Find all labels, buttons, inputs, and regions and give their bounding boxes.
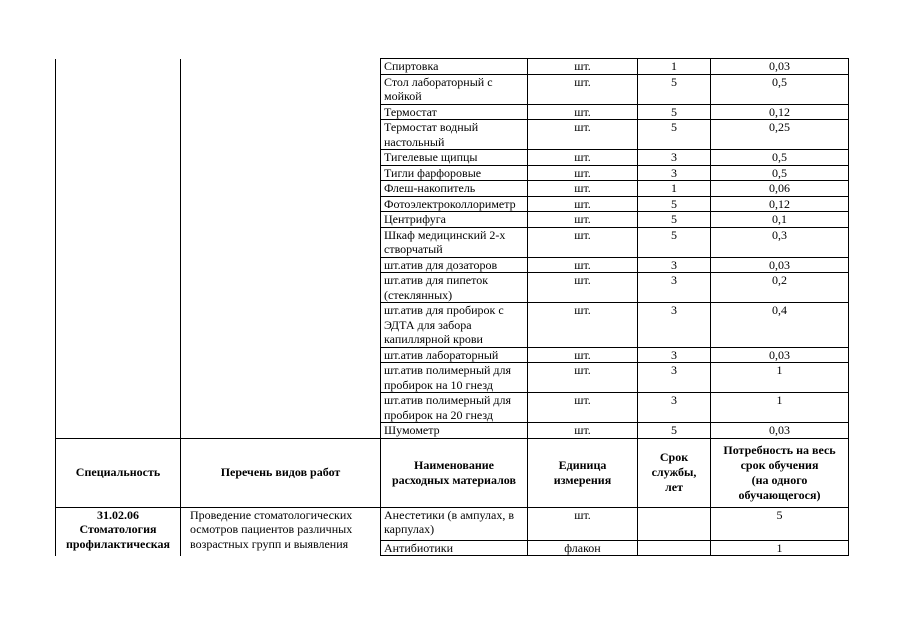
- work-types-cell-continued: [181, 59, 381, 439]
- header-row: [56, 438, 849, 507]
- unit-cell: шт.: [528, 74, 638, 104]
- material-name-cell: Шкаф медицинский 2-х створчатый: [381, 227, 528, 257]
- material-name-cell: шт.атив для дозаторов: [381, 257, 528, 273]
- material-name-cell: Термостат: [381, 104, 528, 120]
- service-life-cell: 5: [638, 120, 711, 150]
- material-name-cell: Тигли фарфоровые: [381, 165, 528, 181]
- requirement-cell: 1: [711, 540, 849, 556]
- requirement-cell: 0,03: [711, 59, 849, 75]
- table-row: [56, 59, 849, 75]
- service-life-cell: 1: [638, 181, 711, 197]
- consumables-table: [55, 58, 849, 556]
- service-life-cell: 3: [638, 347, 711, 363]
- unit-cell: шт.: [528, 393, 638, 423]
- requirement-cell: 0,03: [711, 423, 849, 439]
- unit-cell: шт.: [528, 347, 638, 363]
- material-name-cell: шт.атив лабораторный: [381, 347, 528, 363]
- requirement-cell: 0,2: [711, 273, 849, 303]
- unit-cell: шт.: [528, 273, 638, 303]
- unit-cell: шт.: [528, 120, 638, 150]
- requirement-cell: 0,5: [711, 74, 849, 104]
- material-name-cell: шт.атив для пипеток (стеклянных): [381, 273, 528, 303]
- header-work-types: Перечень видов работ: [181, 438, 381, 507]
- specialty-cell: [56, 507, 181, 556]
- requirement-cell: 0,25: [711, 120, 849, 150]
- material-name-cell: Тигелевые щипцы: [381, 150, 528, 166]
- requirement-cell: 0,03: [711, 347, 849, 363]
- specialty-name: Стоматология профилактическая: [65, 522, 171, 551]
- material-name-cell: Фотоэлектроколлориметр: [381, 196, 528, 212]
- header-specialty: Специальность: [56, 438, 181, 507]
- unit-cell: шт.: [528, 227, 638, 257]
- service-life-cell: 5: [638, 196, 711, 212]
- unit-cell: шт.: [528, 165, 638, 181]
- requirement-cell: 0,12: [711, 104, 849, 120]
- requirement-cell: 1: [711, 363, 849, 393]
- requirement-cell: 0,5: [711, 165, 849, 181]
- material-name-cell: шт.атив полимерный для пробирок на 20 гнезд: [381, 393, 528, 423]
- material-name-cell: Стол лабораторный с мойкой: [381, 74, 528, 104]
- material-name-cell: Центрифуга: [381, 212, 528, 228]
- service-life-cell: 5: [638, 423, 711, 439]
- material-name-cell: Спиртовка: [381, 59, 528, 75]
- service-life-cell: 3: [638, 273, 711, 303]
- service-life-cell: [638, 507, 711, 540]
- unit-cell: шт.: [528, 423, 638, 439]
- service-life-cell: 5: [638, 212, 711, 228]
- work-types-cell: Проведение стоматологических осмотров пациентов различных возрастных групп и выявления: [181, 507, 381, 556]
- material-name-cell: шт.атив полимерный для пробирок на 10 гнезд: [381, 363, 528, 393]
- material-name-cell: Шумометр: [381, 423, 528, 439]
- unit-cell: шт.: [528, 303, 638, 348]
- material-name-cell: Термостат водный настольный: [381, 120, 528, 150]
- unit-cell: шт.: [528, 196, 638, 212]
- header-material-name: Наименование расходных материалов: [381, 438, 528, 507]
- unit-cell: шт.: [528, 104, 638, 120]
- service-life-cell: 5: [638, 227, 711, 257]
- material-name-cell: Флеш-накопитель: [381, 181, 528, 197]
- service-life-cell: 3: [638, 257, 711, 273]
- table-row: [56, 507, 849, 540]
- unit-cell: шт.: [528, 257, 638, 273]
- unit-cell: шт.: [528, 363, 638, 393]
- unit-cell: шт.: [528, 212, 638, 228]
- material-name-cell: Антибиотики: [381, 540, 528, 556]
- unit-cell: флакон: [528, 540, 638, 556]
- service-life-cell: 3: [638, 393, 711, 423]
- unit-cell: шт.: [528, 507, 638, 540]
- service-life-cell: 1: [638, 59, 711, 75]
- unit-cell: шт.: [528, 59, 638, 75]
- service-life-cell: 5: [638, 74, 711, 104]
- service-life-cell: 3: [638, 150, 711, 166]
- material-name-cell: Анестетики (в ампулах, в карпулах): [381, 507, 528, 540]
- requirement-cell: 1: [711, 393, 849, 423]
- unit-cell: шт.: [528, 150, 638, 166]
- service-life-cell: 3: [638, 363, 711, 393]
- requirement-cell: 0,12: [711, 196, 849, 212]
- requirement-cell: 0,4: [711, 303, 849, 348]
- header-unit: Единица измерения: [528, 438, 638, 507]
- specialty-code: 31.02.06: [97, 507, 139, 522]
- service-life-cell: [638, 540, 711, 556]
- header-service-life: Срок службы, лет: [638, 438, 711, 507]
- service-life-cell: 3: [638, 303, 711, 348]
- material-name-cell: шт.атив для пробирок с ЭДТА для забора капиллярной крови: [381, 303, 528, 348]
- requirement-cell: 0,3: [711, 227, 849, 257]
- requirement-cell: 0,1: [711, 212, 849, 228]
- requirement-cell: 0,06: [711, 181, 849, 197]
- service-life-cell: 3: [638, 165, 711, 181]
- requirement-cell: 0,5: [711, 150, 849, 166]
- requirement-cell: 0,03: [711, 257, 849, 273]
- specialty-cell-continued: [56, 59, 181, 439]
- unit-cell: шт.: [528, 181, 638, 197]
- requirement-cell: 5: [711, 507, 849, 540]
- header-requirement: Потребность на весь срок обучения (на одного обучающегося): [711, 438, 849, 507]
- service-life-cell: 5: [638, 104, 711, 120]
